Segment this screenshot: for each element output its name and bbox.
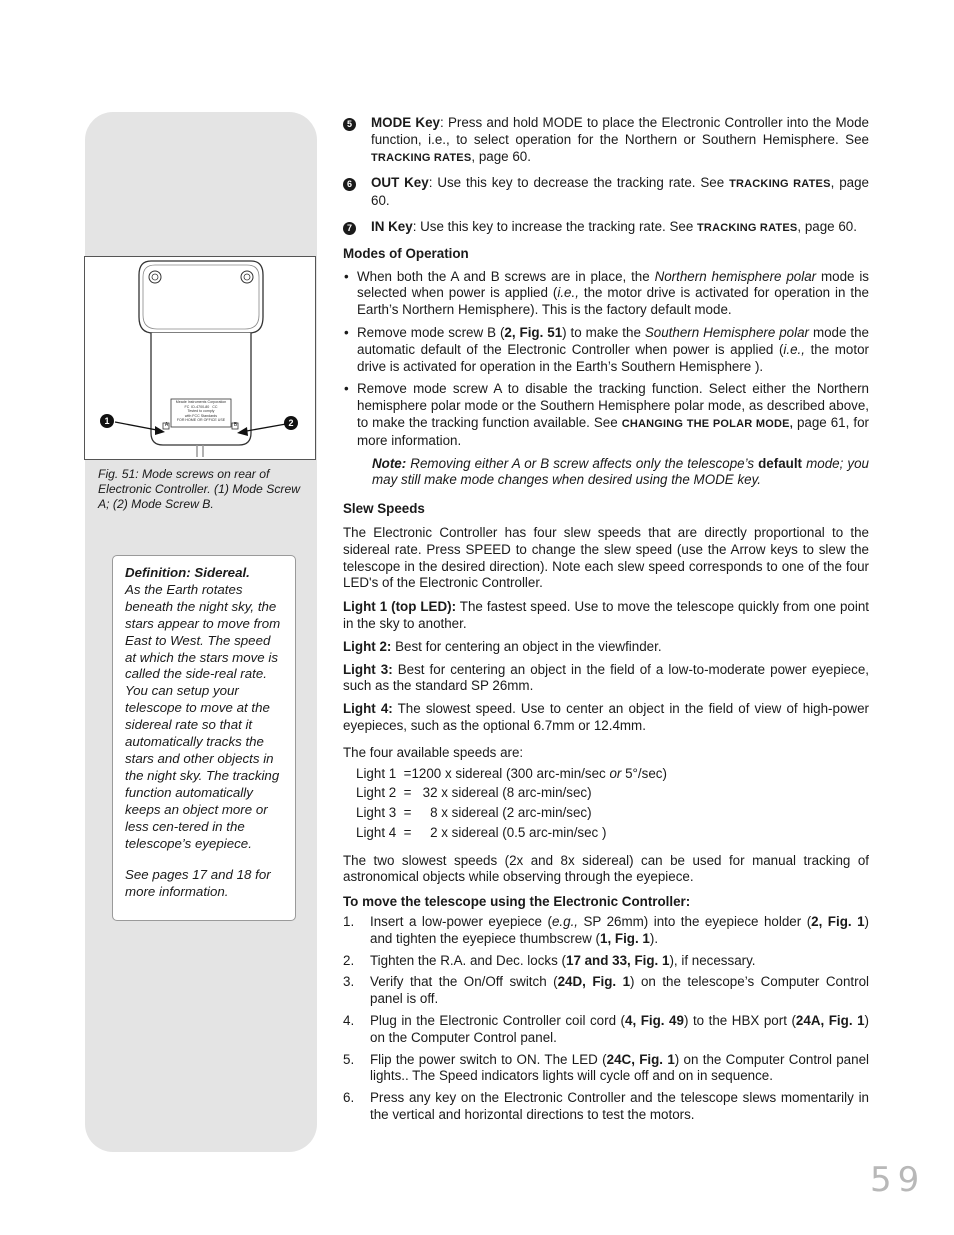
key-text: : Use this key to increase the tracking rate. See bbox=[412, 218, 698, 234]
step-4: 4. Plug in the Electronic Controller coil cord (4, Fig. 49) to the HBX port (24A, Fig. 1) on the Computer Control panel. bbox=[343, 1013, 869, 1045]
modes-bullet-3: • Remove mode screw A to disable the tracking function. Select either the Northern hemisphere polar mode or the Southern Hemisphere polar mode, as described above, to make the tracking function available. See CHANGING THE POLAR MODE, page 61, for more information. bbox=[343, 381, 869, 449]
light-3-desc: Light 3: Best for centering an object in the field of a low-to-moderate power eyepiece, such as the standard SP 26mm. bbox=[343, 661, 869, 694]
figure-51 bbox=[84, 256, 316, 460]
key-item-mode bbox=[343, 115, 869, 166]
number-badge-5: 5 bbox=[343, 118, 356, 131]
key-text: : Press and hold MODE to place the Electronic Controller into the Mode function, i.e., to select operation for the Northern or Southern Hemisphere. See bbox=[371, 115, 869, 147]
manual-tracking-note: The two slowest speeds (2x and 8x sidereal) can be used for manual tracking of astronomical objects while observing through the eyepiece. bbox=[343, 852, 869, 885]
step-6: 6. Press any key on the Electronic Controller and the telescope slews momentarily in the vertical and horizontal directions to test the motors. bbox=[343, 1090, 869, 1123]
key-item-out bbox=[343, 175, 869, 210]
modes-bullet-1: • When both the A and B screws are in place, the Northern hemisphere polar mode is selected when power is applied (i.e., the motor drive is activated for operation in the Earth’s Northern Hemisphere). This is the factory default mode. bbox=[343, 269, 869, 319]
figure-caption: Fig. 51: Mode screws on rear of Electronic Controller. (1) Mode Screw A; (2) Mode Screw B. bbox=[98, 467, 301, 512]
definition-more: See pages 17 and 18 for more information. bbox=[125, 867, 271, 900]
speed-row-1: Light 1 =1200 x sidereal (300 arc-min/sec or 5°/sec) bbox=[356, 765, 667, 781]
move-heading: To move the telescope using the Electronic Controller: bbox=[343, 894, 691, 910]
key-item-in bbox=[343, 219, 869, 237]
available-speeds-intro: The four available speeds are: bbox=[343, 744, 524, 760]
device-label-text: Meade Instruments Corporation FC ID-4700-80 CC Tested to comply with FCC Standards FOR HOME OR OFFICE USE bbox=[175, 400, 227, 423]
key-text-tail: , page 60. bbox=[797, 218, 857, 234]
page-number: 59 bbox=[870, 1160, 926, 1200]
slew-intro: The Electronic Controller has four slew speeds that are directly proportional to the sidereal rate. Press SPEED to change the slew speed (use the Arrow keys to slew the telescope in the desired direction). Note each slew speed corresponds to one of the four LED's of the Electronic Controller. bbox=[343, 524, 869, 591]
key-name: MODE Key bbox=[371, 115, 440, 130]
step-3: 3. Verify that the On/Off switch (24D, Fig. 1) on the telescope’s Computer Control panel is off. bbox=[343, 974, 870, 1007]
key-name: IN Key bbox=[371, 218, 413, 234]
light-4-desc: Light 4: The slowest speed. Use to center an object in the field of view of high-power eyepieces, such as the optional 6.7mm or 12.4mm. bbox=[343, 701, 869, 733]
controller-rear-illustration bbox=[85, 257, 317, 461]
definition-box bbox=[112, 555, 296, 921]
cross-reference: TRACKING RATES bbox=[697, 221, 798, 234]
speed-list bbox=[356, 764, 869, 843]
definition-title: Definition: Sidereal. bbox=[125, 565, 250, 580]
step-5: 5. Flip the power switch to ON. The LED (24C, Fig. 1) on the Computer Control panel lights.. The Speed indicators lights will cycle off and on in sequence. bbox=[343, 1051, 869, 1084]
screw-b-label: B bbox=[233, 422, 238, 428]
modes-bullet-2: • Remove mode screw B (2, Fig. 51) to make the Southern Hemisphere polar mode the automatic default of the Electronic Controller when power is applied (i.e., the motor drive is activated for operation in the Earth’s Southern Hemisphere ). bbox=[343, 325, 869, 375]
speed-row-4: Light 4 = 2 x sidereal (0.5 arc-min/sec ) bbox=[356, 824, 607, 840]
main-column bbox=[343, 115, 869, 1129]
callout-1: 1 bbox=[104, 416, 110, 426]
speed-row-3: Light 3 = 8 x sidereal (2 arc-min/sec) bbox=[356, 805, 592, 821]
cross-reference: TRACKING RATES bbox=[729, 178, 831, 191]
step-2: 2. Tighten the R.A. and Dec. locks (17 and 33, Fig. 1), if necessary. bbox=[343, 952, 756, 968]
light-2-desc: Light 2: Best for centering an object in the viewfinder. bbox=[343, 638, 662, 654]
number-badge-6: 6 bbox=[343, 178, 356, 191]
light-1-desc: Light 1 (top LED): The fastest speed. Use to move the telescope quickly from one point in the sky to another. bbox=[343, 599, 869, 631]
definition-body: As the Earth rotates beneath the night sky, the stars appear to move from East to West. The speed at which the stars move is called the side-real rate. You can setup your telescope to move at the sidereal rate so that it automatically tracks the stars and other objects in the night sky. The tracking function automatically keeps an object more or less cen-tered in the telescope’s eyepiece. bbox=[125, 581, 281, 851]
key-text-tail: , page 60. bbox=[471, 148, 531, 164]
key-text-tail: , page 60. bbox=[371, 175, 869, 209]
step-1: 1. Insert a low-power eyepiece (e.g., SP 26mm) into the eyepiece holder (2, Fig. 1) and tighten the eyepiece thumbscrew (1, Fig. 1). bbox=[343, 914, 869, 946]
key-text: : Use this key to decrease the tracking rate. See bbox=[428, 175, 730, 191]
callout-2: 2 bbox=[288, 418, 294, 428]
modes-heading: Modes of Operation bbox=[343, 245, 469, 261]
modes-note: Note: Removing either A or B screw affects only the telescope’s default mode; you may still make mode changes when desired using the MODE key. bbox=[372, 455, 870, 488]
speed-row-2: Light 2 = 32 x sidereal (8 arc-min/sec) bbox=[356, 785, 592, 801]
cross-reference: TRACKING RATES bbox=[371, 151, 472, 164]
slew-heading: Slew Speeds bbox=[343, 501, 425, 517]
number-badge-7: 7 bbox=[343, 222, 356, 235]
key-name: OUT Key bbox=[371, 175, 429, 191]
screw-a-label: A bbox=[164, 422, 169, 428]
